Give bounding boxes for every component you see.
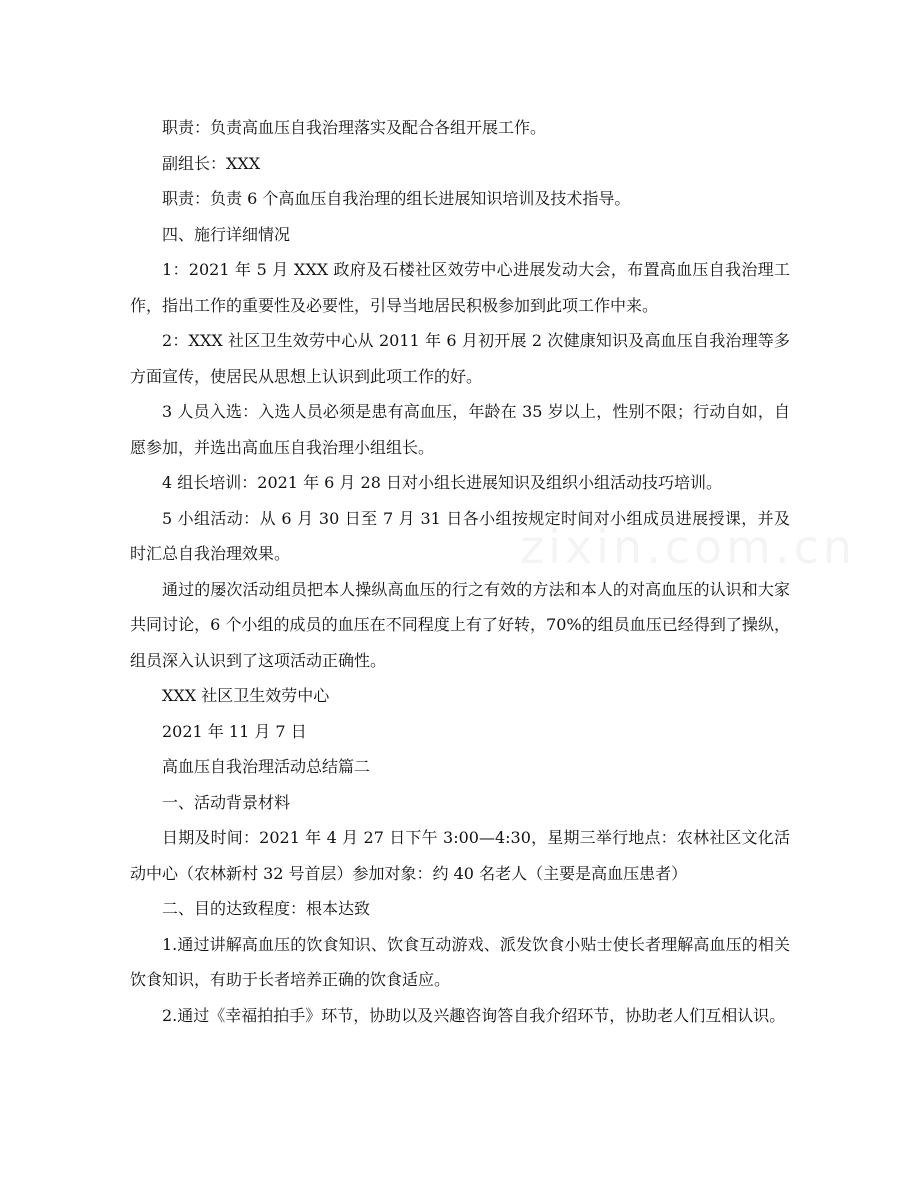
paragraph-item-2: 2：XXX 社区卫生效劳中心从 2011 年 6 月初开展 2 次健康知识及高血压自我治理等多方面宣传，使居民从思想上认识到此项工作的好。 xyxy=(130,331,790,386)
paragraph-duty-2: 职责：负责 6 个高血压自我治理的组长进展知识培训及技术指导。 xyxy=(162,189,631,208)
paragraph-goal-2: 2.通过《幸福拍拍手》环节，协助以及兴趣咨询答自我介绍环节，协助老人们互相认识。 xyxy=(162,1005,786,1025)
signature-date: 2021 年 11 月 7 日 xyxy=(162,721,307,741)
section-heading-background: 一、活动背景材料 xyxy=(162,792,291,812)
signature-organization: XXX 社区卫生效劳中心 xyxy=(162,686,330,705)
section-heading-implementation: 四、施行详细情况 xyxy=(162,224,291,244)
paragraph-item-3: 3 人员入选：入选人员必须是患有高血压，年龄在 35 岁以上，性别不限；行动自如，自愿参加，并选出高血压自我治理小组组长。 xyxy=(130,402,790,457)
document-body xyxy=(130,110,790,1033)
paragraph-deputy-leader: 副组长：XXX xyxy=(162,153,261,173)
section-title-part-two: 高血压自我治理活动总结篇二 xyxy=(162,757,371,776)
paragraph-date-location: 日期及时间：2021 年 4 月 27 日下午 3:00—4:30，星期三举行地点：农林社区文化活动中心（农林新村 32 号首层）参加对象：约 40 名老人（主要是高血压患者） xyxy=(130,828,790,883)
paragraph-duty-1: 职责：负责高血压自我治理落实及配合各组开展工作。 xyxy=(162,118,547,137)
paragraph-item-1: 1：2021 年 5 月 XXX 政府及石楼社区效劳中心进展发动大会，布置高血压自我治理工作，指出工作的重要性及必要性，引导当地居民积极参加到此项工作中来。 xyxy=(130,260,790,315)
section-heading-goals: 二、目的达致程度：根本达致 xyxy=(162,899,371,918)
paragraph-summary: 通过的屡次活动组员把本人操纵高血压的行之有效的方法和本人的对高血压的认识和大家共同讨论，6 个小组的成员的血压在不同程度上有了好转，70%的组员血压已经得到了操纵，组员深入认识到了这项活动正确性。 xyxy=(130,579,790,670)
paragraph-goal-1: 1.通过讲解高血压的饮食知识、饮食互动游戏、派发饮食小贴士使长者理解高血压的相关饮食知识，有助于长者培养正确的饮食适应。 xyxy=(130,934,790,989)
paragraph-item-4: 4 组长培训：2021 年 6 月 28 日对小组长进展知识及组织小组活动技巧培训。 xyxy=(162,473,722,492)
paragraph-item-5: 5 小组活动：从 6 月 30 日至 7 月 31 日各小组按规定时间对小组成员进展授课，并及时汇总自我治理效果。 xyxy=(130,508,790,563)
